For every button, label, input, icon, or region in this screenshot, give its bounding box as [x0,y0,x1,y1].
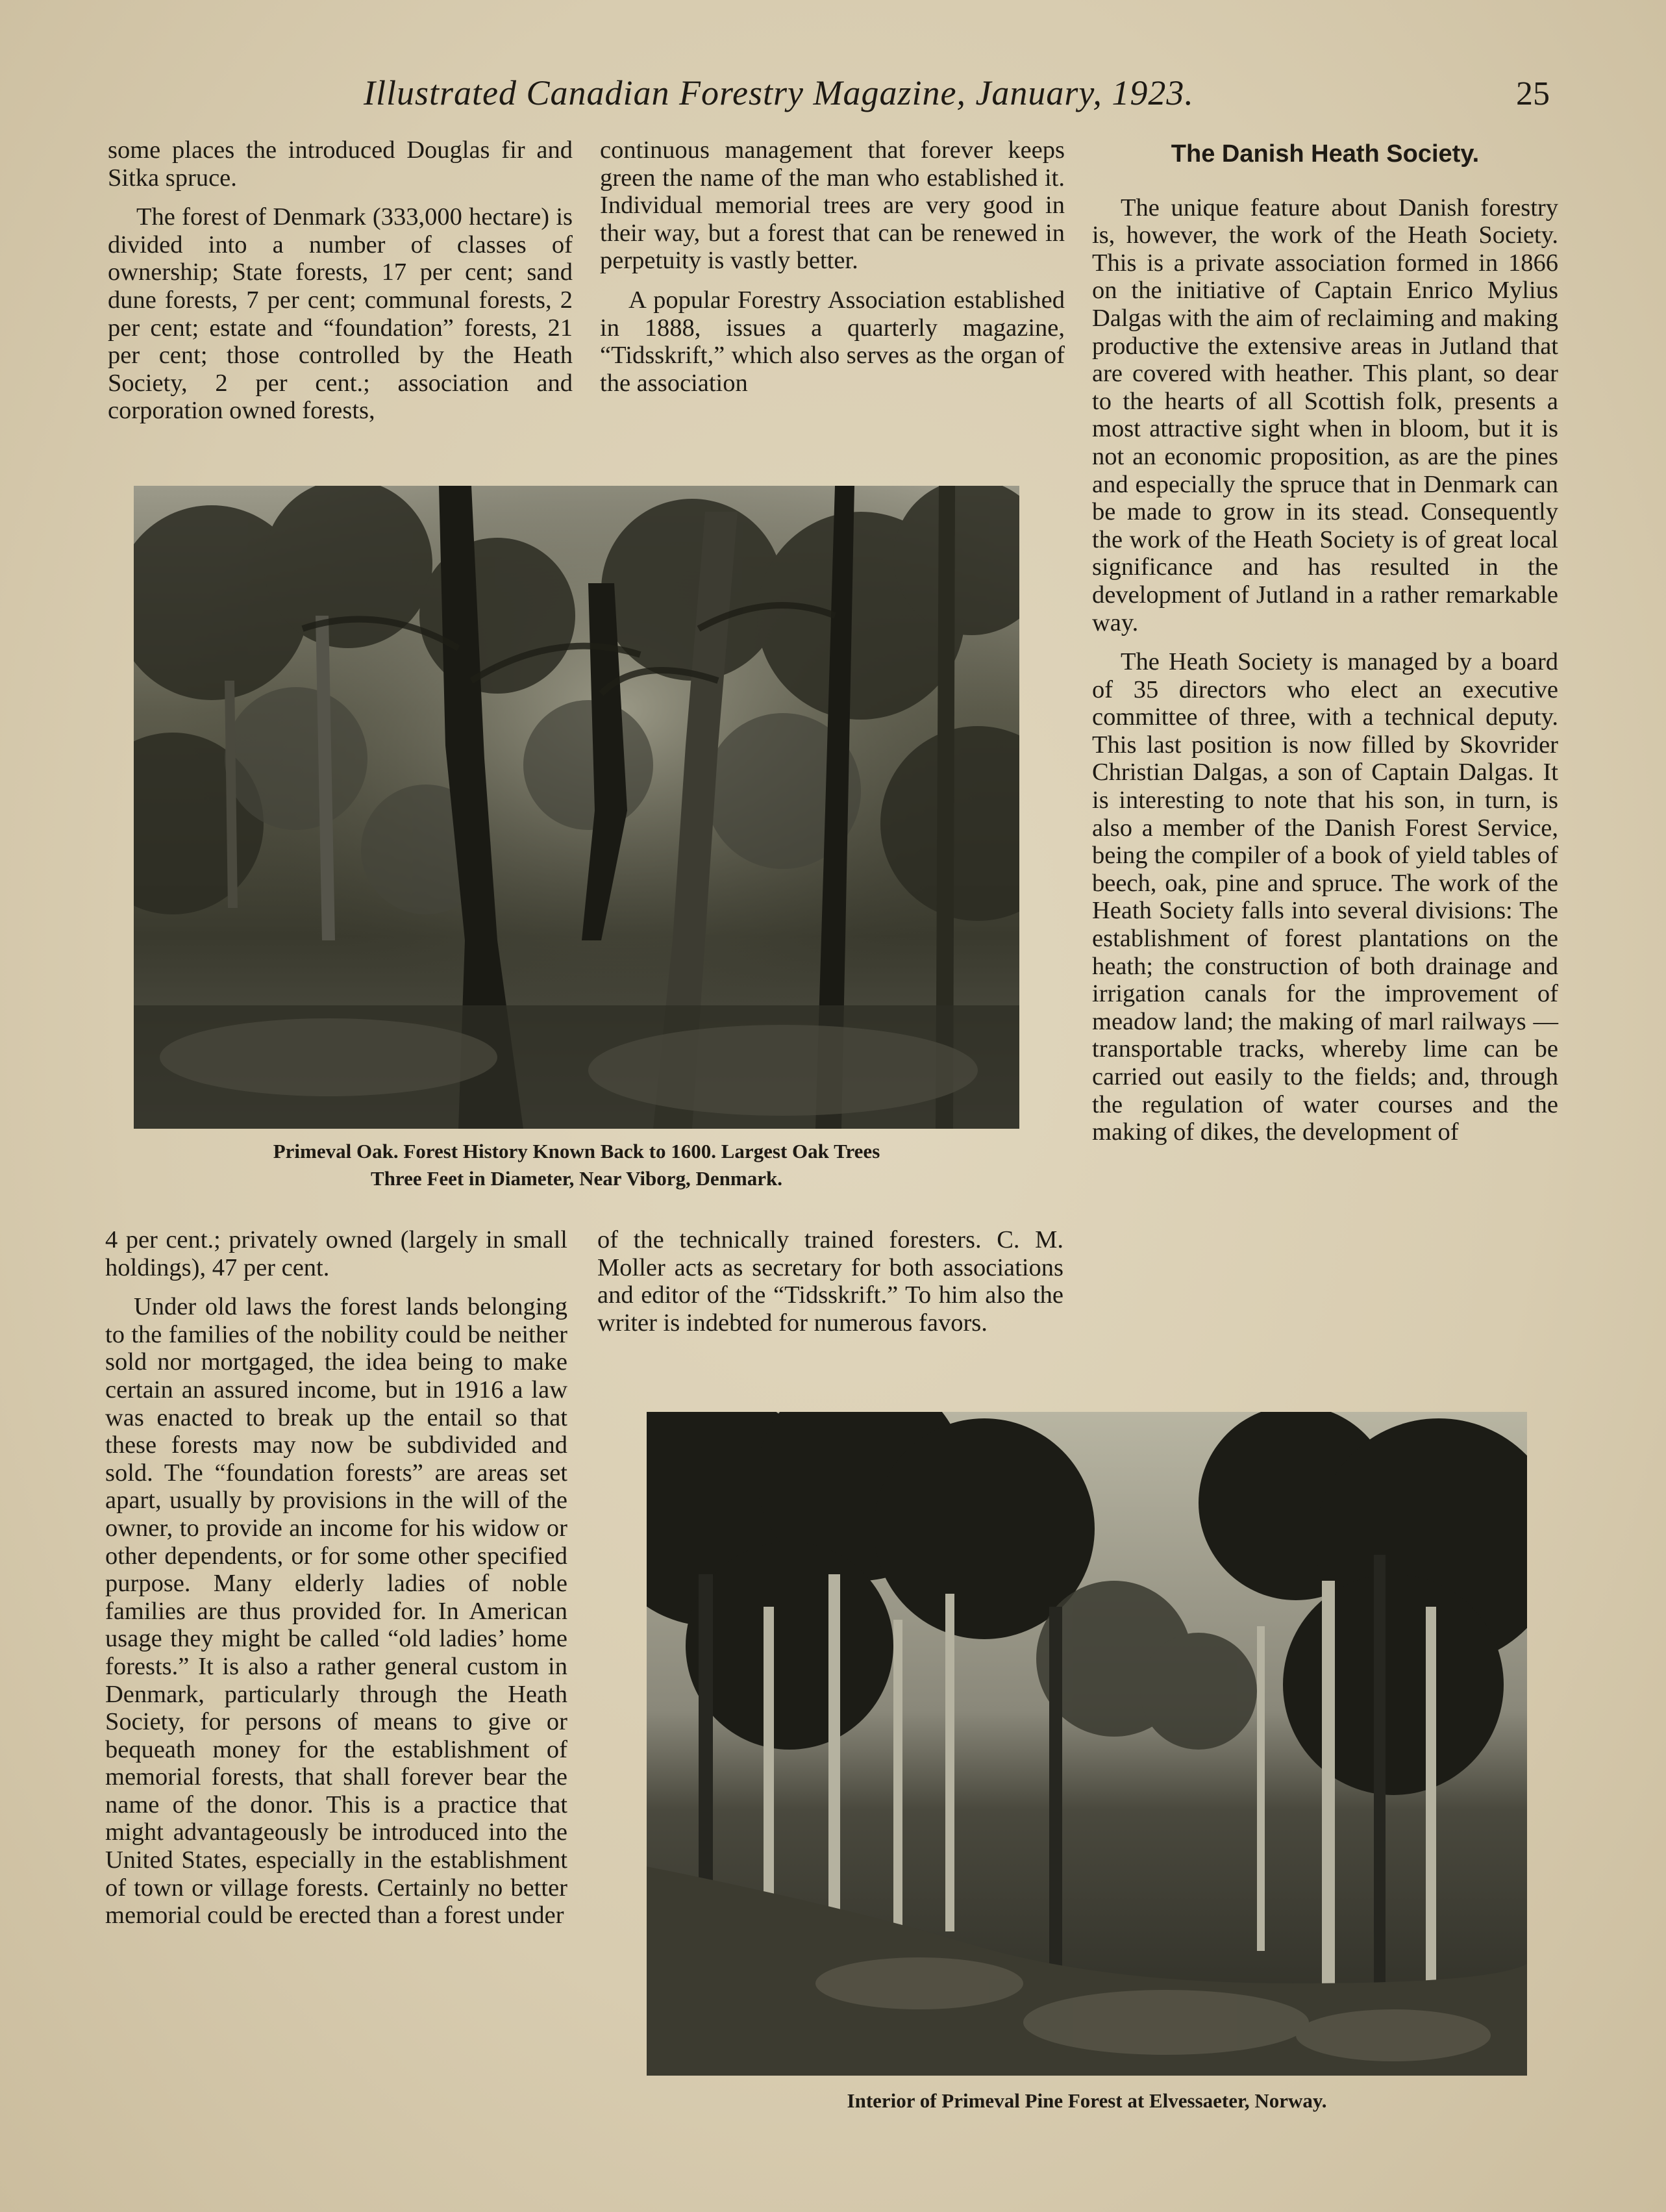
page-number: 25 [1516,75,1550,112]
pine-forest-photo [647,1412,1527,2076]
paragraph: of the technically trained foresters. C. M. Moller acts as secretary for both associations and editor of the “Tidsskrift.” To him also the writer is indebted for numerous favors. [597,1226,1063,1337]
caption-line: Primeval Oak. Forest History Known Back to 1600. Largest Oak Trees [273,1140,880,1163]
paragraph: The unique feature about Danish forestry is, however, the work of the Heath Society. This is a private association formed in 1866 on the initiative of Captain Enrico Mylius Dalgas with the aim of reclaiming and making productive the extensive areas in Jutland that are covered with heather. This plant, so dear to the hearts of all Scottish folk, presents a most attractive sight when in bloom, but it is not an economic proposition, as are the pines and especially the spruce that in Denmark can be made to grow in its stead. Consequently the work of the Heath Society is of great local significance and has resulted in the development of Jutland in a rather remarkable way. [1092,194,1558,636]
pine-photo-caption: Interior of Primeval Pine Forest at Elvessaeter, Norway. [847,2089,1327,2112]
pine-forest-image [647,1412,1527,2076]
caption-line: Three Feet in Diameter, Near Viborg, Denmark. [371,1167,782,1190]
paragraph: some places the introduced Douglas fir and Sitka spruce. [108,136,573,192]
column-right [1092,140,1558,1158]
column-top-middle [600,136,1065,408]
paragraph: A popular Forestry Association established in 1888, issues a quarterly magazine, “Tidsskrift,” which also serves as the organ of the association [600,286,1065,397]
paragraph: The forest of Denmark (333,000 hectare) is divided into a number of classes of ownership; State forests, 17 per cent; sand dune forests, 7 per cent; communal forests, 2 per cent; estate and “foundation” forests, 21 per cent; those controlled by the Heath Society, 2 per cent.; association and corporation owned forests, [108,203,573,425]
paragraph: 4 per cent.; privately owned (largely in small holdings), 47 per cent. [105,1226,567,1281]
paragraph: The Heath Society is managed by a board of 35 directors who elect an executive committee of three, with a technical deputy. This last position is now filled by Skovrider Christian Dalgas, a son of Captain Dalgas. It is interesting to note that his son, in turn, is also a member of the Danish Forest Service, being the compiler of a book of yield tables of beech, oak, pine and spruce. The work of the Heath Society falls into several divisions: The establishment of forest plantations on the heath; the construction of both drainage and irrigation canals for the improvement of meadow land; the making of marl railways — transportable tracks, whereby lime can be carried out easily to the fields; and, through the regulation of water courses and the making of dikes, the development of [1092,648,1558,1146]
oak-forest-image [134,486,1019,1129]
running-header: Illustrated Canadian Forestry Magazine, January, 1923. [364,73,1194,112]
paragraph: Under old laws the forest lands belonging to the families of the nobility could be neither sold nor mortgaged, the idea being to make certain an assured income, but in 1916 a law was enacted to break up the entail so that these forests may now be subdivided and sold. The “foundation forests” are areas set apart, usually by provisions in the will of the owner, to provide an income for his widow or other dependents, or for some other specified purpose. Many elderly ladies of noble families are thus provided for. In American usage they might be called “old ladies’ home forests.” It is also a rather general custom in Denmark, particularly through the Heath Society, for persons of means to give or bequeath money for the establishment of memorial forests, that shall forever bear the name of the donor. This is a practice that might advantageously be introduced into the United States, especially in the establishment of town or village forests. Certainly no better memorial could be erected than a forest under [105,1293,567,1929]
column-bottom-left [105,1226,567,1941]
section-heading: The Danish Heath Society. [1171,140,1480,168]
paragraph: continuous management that forever keeps green the name of the man who established it. Individual memorial trees are very good in their way, but a forest that can be renewed in perpetuity is vastly better. [600,136,1065,275]
column-top-left [108,136,573,436]
oak-forest-photo [134,486,1019,1129]
column-bottom-middle [597,1226,1063,1348]
oak-photo-caption [134,1138,1019,1192]
